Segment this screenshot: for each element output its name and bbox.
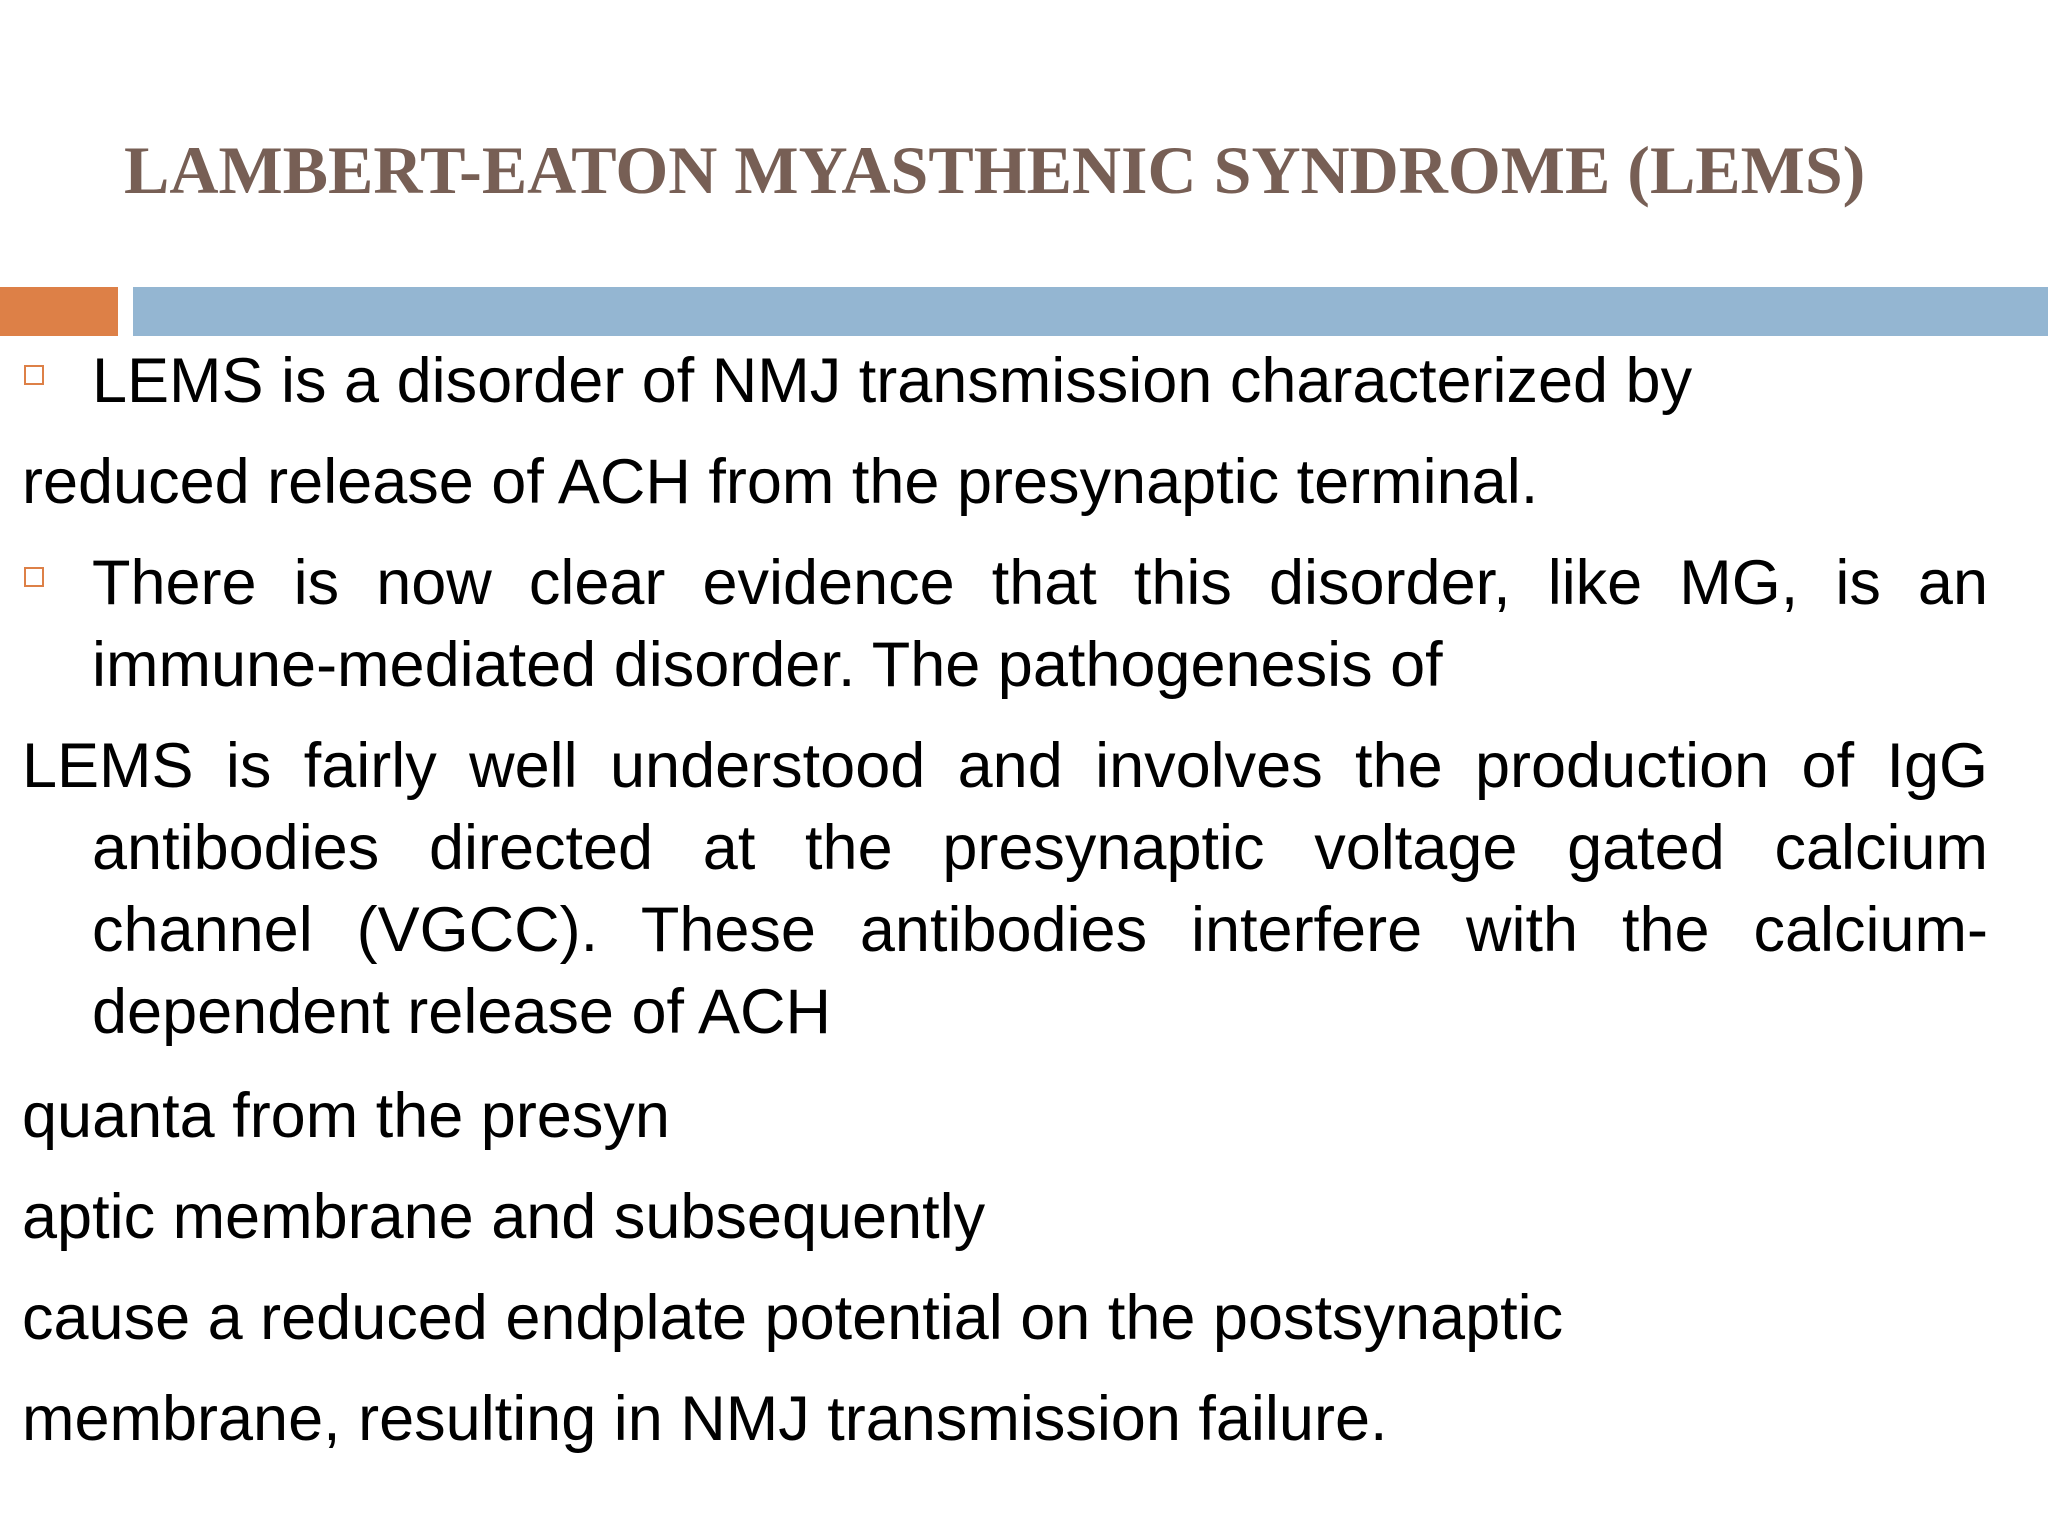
hollow-square-bullet-icon (24, 365, 44, 385)
paragraph-3 (92, 542, 1988, 706)
paragraph-line: LEMS is fairly well understood and involves the production of IgG (22, 731, 1988, 801)
paragraph-line: aptic membrane and subsequently (22, 1182, 986, 1252)
paragraph-line: membrane, resulting in NMJ transmission failure. (22, 1384, 1388, 1454)
paragraph-line: cause a reduced endplate potential on the postsynaptic (22, 1283, 1564, 1353)
paragraph-line: channel (VGCC). These antibodies interfere with the calcium- (92, 895, 1988, 965)
paragraph-line: reduced release of ACH from the presynaptic terminal. (22, 447, 1539, 517)
paragraph-line: LEMS is a disorder of NMJ transmission characterized by (92, 346, 1693, 416)
paragraph-4 (22, 725, 1988, 1053)
hollow-square-bullet-icon (24, 567, 44, 587)
paragraph-line: quanta from the presyn (22, 1081, 670, 1151)
paragraph-line: There is now clear evidence that this disorder, like MG, is an (92, 548, 1988, 618)
paragraph-1 (92, 340, 1988, 422)
paragraph-line: dependent release of ACH (92, 977, 832, 1047)
paragraph-line: immune-mediated disorder. The pathogenesis of (92, 630, 1443, 700)
slide-title: LAMBERT-EATON MYASTHENIC SYNDROME (LEMS) (124, 132, 1866, 208)
paragraph-5 (22, 1075, 1988, 1157)
paragraph-8 (22, 1378, 1988, 1460)
paragraph-6 (22, 1176, 1988, 1258)
paragraph-line: antibodies directed at the presynaptic voltage gated calcium (92, 813, 1988, 883)
paragraph-2 (22, 441, 1988, 523)
paragraph-7 (22, 1277, 1988, 1359)
